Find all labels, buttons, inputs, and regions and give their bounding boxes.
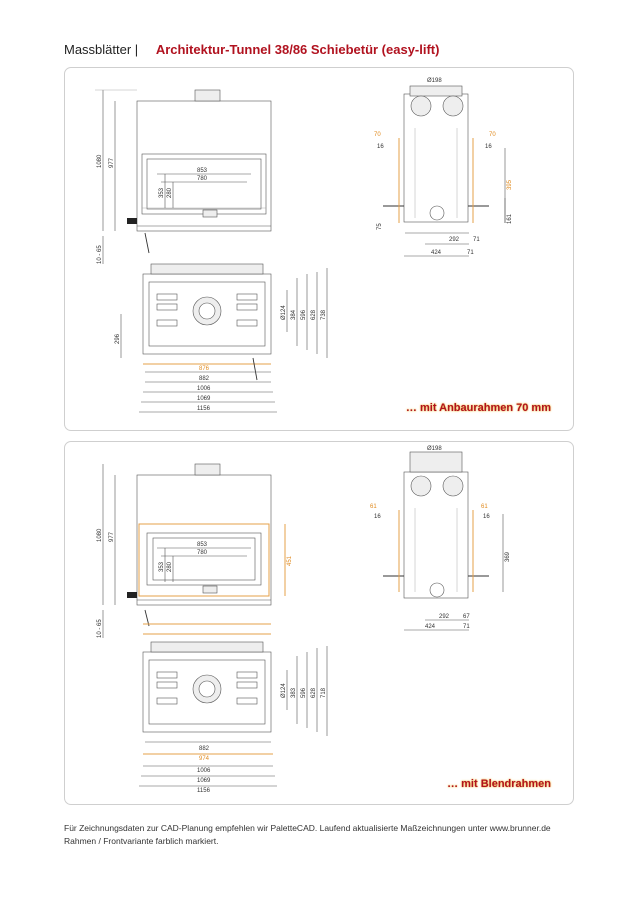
dim-base-range: 10 - 65 [97, 619, 103, 638]
dim-base-71: 71 [463, 624, 470, 630]
dim-plan-width-1: 974 [199, 756, 210, 762]
dim-frame-right: 70 [489, 132, 496, 138]
plan-view [121, 264, 327, 412]
dim-frame-left: 70 [374, 132, 381, 138]
dim-glass-height-1: 353 [159, 187, 165, 198]
dim-plan-383: 383 [291, 687, 297, 698]
brand-label: Massblätter | [64, 42, 139, 57]
dim-front-height-inner: 977 [109, 531, 115, 542]
side-view [383, 86, 505, 256]
dim-plan-width-2: 1006 [197, 386, 211, 392]
dim-glass-width-1: 853 [197, 542, 208, 548]
plan-view [139, 624, 327, 786]
dim-plan-296: 296 [115, 333, 121, 344]
dim-base-range: 10 - 65 [97, 245, 103, 264]
dim-height-395: 395 [507, 179, 513, 190]
dim-plan-596: 596 [301, 687, 307, 698]
dim-front-height-outer: 1080 [97, 154, 103, 168]
dim-base-424: 424 [431, 250, 442, 256]
technical-drawing-2 [65, 442, 573, 804]
dim-plan-width-0: 882 [199, 746, 210, 752]
panel-caption-anbaurahmen: … mit Anbaurahmen 70 mm [405, 402, 551, 414]
dim-front-height-inner: 977 [109, 157, 115, 168]
dim-plan-width-3: 1069 [197, 778, 211, 784]
dim-plan-width-3: 1069 [197, 396, 211, 402]
dim-glass-height-1: 353 [159, 561, 165, 572]
dim-base-424: 424 [425, 624, 436, 630]
dim-left-16: 16 [374, 514, 381, 520]
dim-right-16: 16 [483, 514, 490, 520]
dim-glass-height-2: 280 [167, 561, 173, 572]
dim-plan-width-2: 1006 [197, 768, 211, 774]
dim-plan-width-4: 1156 [197, 788, 210, 794]
dim-base-71b: 71 [467, 250, 474, 256]
technical-drawing-1 [65, 68, 573, 430]
dim-height-75: 75 [377, 223, 383, 230]
front-view [103, 464, 285, 638]
dim-plan-diameter: Ø124 [281, 683, 287, 698]
dim-flue-diameter: Ø198 [427, 446, 442, 452]
dim-plan-diameter: Ø124 [281, 305, 287, 320]
dim-plan-628: 628 [311, 309, 317, 320]
dim-plan-738: 738 [321, 309, 327, 320]
drawing-panel-anbaurahmen [64, 67, 574, 431]
dim-frame-height: 451 [287, 555, 293, 566]
dim-left-16: 16 [377, 144, 384, 150]
page-header [64, 42, 439, 57]
dim-glass-width-2: 780 [197, 550, 208, 556]
panel-caption-blendrahmen: … mit Blendrahmen [447, 778, 551, 790]
dim-frame-left: 61 [370, 504, 377, 510]
dim-plan-width-1: 882 [199, 376, 210, 382]
dim-base-292: 292 [439, 614, 450, 620]
dim-front-height-outer: 1080 [97, 528, 103, 542]
dim-plan-width-4: 1156 [197, 406, 210, 412]
footer-line-2: Rahmen / Frontvariante farblich markiert. [64, 836, 219, 846]
dim-flue-diameter: Ø198 [427, 78, 442, 84]
dim-height-369: 369 [505, 551, 511, 562]
dim-plan-width-0: 876 [199, 366, 210, 372]
dim-glass-width-1: 853 [197, 168, 208, 174]
dim-base-292: 292 [449, 237, 460, 243]
footer-note [64, 822, 584, 848]
side-view [383, 452, 503, 630]
dim-height-161: 161 [507, 213, 513, 224]
dim-plan-596: 596 [301, 309, 307, 320]
footer-line-1: Für Zeichnungsdaten zur CAD-Planung empfehlen wir PaletteCAD. Laufend aktualisierte Maßzeichnungen unter www.brunner.de [64, 823, 551, 833]
drawing-panel-blendrahmen [64, 441, 574, 805]
dim-plan-628: 628 [311, 687, 317, 698]
dim-glass-height-2: 280 [167, 187, 173, 198]
page-title: Architektur-Tunnel 38/86 Schiebetür (easy-lift) [155, 42, 440, 57]
front-view [95, 90, 271, 264]
dim-frame-right: 61 [481, 504, 488, 510]
dim-base-67: 67 [463, 614, 470, 620]
dim-base-71a: 71 [473, 237, 480, 243]
dim-plan-718: 718 [321, 687, 327, 698]
dim-glass-width-2: 780 [197, 176, 208, 182]
dim-right-16: 16 [485, 144, 492, 150]
dim-plan-384: 384 [291, 309, 297, 320]
